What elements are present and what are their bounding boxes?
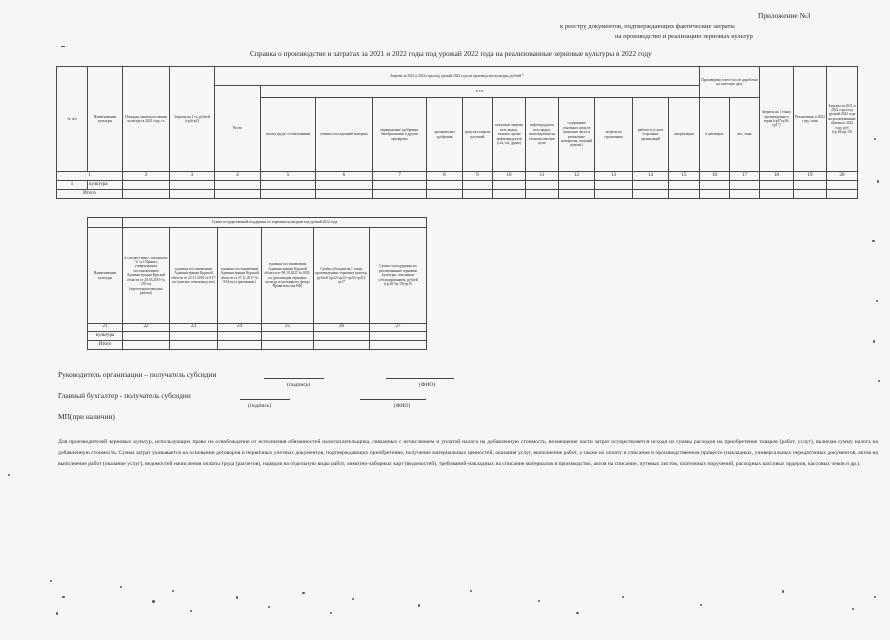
header-col-9: средства защиты растений — [463, 98, 493, 172]
column-number: 14 — [633, 172, 669, 181]
header-produced-group: Произведено в весе после доработки на зачетную дату — [700, 67, 760, 98]
column-number: 9 — [463, 172, 493, 181]
column-number: 7 — [373, 172, 427, 181]
column-number: 2 — [123, 172, 170, 181]
column-number: 20 — [827, 172, 858, 181]
column-number: 3 — [170, 172, 215, 181]
column-number: 5 — [261, 172, 316, 181]
row-label-culture: культура — [88, 181, 123, 190]
t2-column-number: 24 — [218, 324, 262, 332]
appendix-label: Приложение №3 — [758, 11, 811, 20]
column-number: 11 — [526, 172, 559, 181]
column-number: 19 — [794, 172, 827, 181]
column-number: 16 — [700, 172, 730, 181]
column-number: 18 — [760, 172, 794, 181]
header-line-1: к реестру документов, подтверждающих фактические затраты — [560, 23, 735, 30]
column-number: 13 — [595, 172, 633, 181]
t2-column-number: 26 — [314, 324, 370, 332]
t2-header-col-23: в рамках постановления Администрации Курской области от 22.11.2018 № 917-па (элитное семеноводство) — [170, 228, 218, 324]
column-number: 12 — [559, 172, 595, 181]
header-col-7: минеральные удобрения, бактериальные и другие препараты — [373, 98, 427, 172]
accountant-signature-label: Главный бухгалтер - получатель субсидии — [58, 391, 191, 400]
t2-header-crop: Наименование культуры — [88, 228, 123, 324]
header-total: Всего — [215, 86, 261, 172]
t2-column-number: 27 — [370, 324, 427, 332]
column-number: 4 — [215, 172, 261, 181]
t2-header-col-26: Сумма субсидии на 1 тонну произведенных зерновых культур, рублей (гр22+гр23+гр24+гр25)/гр17 — [314, 228, 370, 324]
header-col-11: нефтепродукты всех видов, используемые на технологические цели — [526, 98, 559, 172]
header-col-15: амортизация — [669, 98, 700, 172]
t2-column-number: 23 — [170, 324, 218, 332]
footnote-text: Для производителей зерновых культур, использующих право на освобождение от исполнения обязанностей налогоплательщика, связанных с исчислением и уплатой налога на добавленную стоимость, возмещение части затрат осуществляется исходя из суммы расходов на приобретение товаров (работ, услуг), включая сумму налога на добавленную стоимость. Сумма затрат указывается на основании договоров и первичных учетных документов, подтверждающих приобретение, получение материальных ценностей, оказания услуг, выполнение работ, а также их оплату и списание в производственном процессе (накладных, универсальных передаточных документов, актов на выполнение работ (оказание услуг), ведомостей начисления оплаты труда (расчетов), нарядов на отдельную виды работ, лимитно-заборных карт (ведомостей), требований-накладных на списание материалов в производство, актов на списание, путевых листов, платежных поручений, расходных кассовых ордеров, кассовых чеков и др.). — [58, 439, 878, 467]
head-signature-caption: (подпись) — [287, 382, 311, 388]
accountant-fio-caption: (ФИО) — [394, 403, 411, 409]
column-number: 17 — [730, 172, 760, 181]
t2-header-col-24: в рамках постановления Администрации Курской области от 27.11.2017 № 934-па (страхование) — [218, 228, 262, 324]
t2-header-group: Сумма государственной поддержки по зерновым культурам под урожай 2022 года — [123, 218, 427, 228]
header-col-19: Реализовано в 2022 году, тонн — [794, 67, 827, 172]
header-col-8: органические удобрения — [427, 98, 463, 172]
header-no: № п/п — [57, 67, 88, 172]
header-col-18: Затраты на 1 тонну произведенного зерна (гр3*гр16/гр17) — [760, 67, 794, 172]
t2-column-number: 21 — [88, 324, 123, 332]
header-col-10: покупные энергия всех видов, топливо, кроме нефтепродуктов (газ, газ, дрова) — [493, 98, 526, 172]
header-col-16: в центнерах — [700, 98, 730, 172]
t2-header-col-22: в соответствии с попунктом "а" п.3 Правил, утвержденных постановлением Администрации Курской области от 28.03.2019 № 255-па (агротехнологические работы) — [123, 228, 170, 324]
header-col-5: оплата труда с отчислениями — [261, 98, 316, 172]
header-cost-per-ha: Затраты на 1 га, рублей (гр4/гр2) — [170, 67, 215, 172]
stamp-label: МП(при наличии) — [58, 412, 115, 421]
t2-column-number: 25 — [262, 324, 314, 332]
column-number: 10 — [493, 172, 526, 181]
column-number: 1 — [57, 172, 123, 181]
page-title: Справка о производстве и затратах за 2021 и 2022 годы под урожай 2022 года на реализованные зерновые культуры в 2022 году — [250, 49, 652, 58]
head-fio-caption: (ФИО) — [419, 382, 436, 388]
header-col-12: содержание основных средств (запасные части и ремонтные материалы, текущий ремонт) — [559, 98, 595, 172]
t2-row-label-culture: культура — [88, 332, 123, 341]
t2-row-total-label: Итого — [88, 341, 123, 350]
column-number: 15 — [669, 172, 700, 181]
header-col-20: Затраты за 2021 и 2022 годы под урожай 2022 года на реализованные объемы в 2022 году, руб (гр.18хгр.19) — [827, 67, 858, 172]
header-col-14: работы и услуги сторонних организаций — [633, 98, 669, 172]
header-incl: в т.ч. — [261, 86, 700, 98]
t2-column-number: 22 — [123, 324, 170, 332]
row-number: 1 — [57, 181, 88, 190]
t2-header-col-25: в рамках постановления Администрации Курской области от 06.10.2021 №1035-па (реализация зерновых культур из резервного фонда Правительства РФ) — [262, 228, 314, 324]
header-crop: Наименование культуры — [88, 67, 123, 172]
head-signature-label: Руководитель организации – получатель субсидии — [58, 370, 217, 379]
header-col-6: семена и посадочный материал — [316, 98, 373, 172]
row-total-label: Итого — [57, 190, 123, 199]
header-col-13: затраты на страхование — [595, 98, 633, 172]
column-number: 8 — [427, 172, 463, 181]
column-number: 6 — [316, 172, 373, 181]
header-line-2: на производство и реализацию зерновых культур — [615, 33, 753, 40]
header-col-17: вес, тонн — [730, 98, 760, 172]
header-costs-group: Затраты за 2021 и 2022 годы под урожай 2022 года на производство культуры, рублей * — [215, 67, 700, 86]
header-area: Площадь занятая посевами культуры в 2022 году, га — [123, 67, 170, 172]
t2-header-col-27: Сумма господдержки на реализованные зерновые культуры, списанные субсидированием, рублей (гр.26*гр.19)/гр15 — [370, 228, 427, 324]
accountant-signature-caption: (подпись) — [248, 403, 272, 409]
